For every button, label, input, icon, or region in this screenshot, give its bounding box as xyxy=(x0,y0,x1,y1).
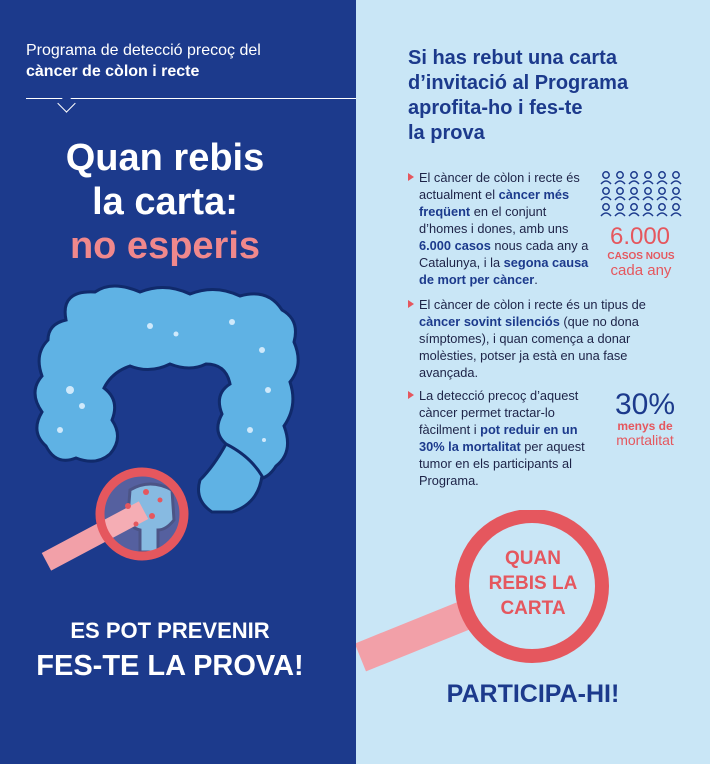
bullet-silent-cancer xyxy=(419,296,687,381)
stat-casos-label-b: cada any xyxy=(610,262,672,279)
right-title-line3: aprofita-ho i fes-te xyxy=(408,97,583,119)
right-title xyxy=(408,46,698,146)
right-title-line4: la prova xyxy=(408,122,485,144)
bullet2-text1: El càncer de còlon i recte és un tipus de xyxy=(419,297,646,312)
cta-prevenir: ES POT PREVENIR xyxy=(70,618,270,643)
bullet1-text1: El càncer de còlon i recte és actualment el xyxy=(419,170,580,202)
bullet-early-detection xyxy=(419,387,601,489)
stat-mortalitat-number: 30% xyxy=(614,388,676,421)
lens-line3: CARTA xyxy=(500,598,566,619)
bullet-triangle-icon xyxy=(408,173,414,181)
participa-footer: PARTICIPA-HI! xyxy=(446,680,620,708)
bullet-frequent-cancer xyxy=(419,169,597,288)
stat-casos-label-a: CASOS NOUS xyxy=(607,251,675,262)
program-title-line2: càncer de còlon i recte xyxy=(26,63,200,80)
stat-casos-number: 6.000 xyxy=(609,223,671,250)
right-title-line1: Si has rebut una carta xyxy=(408,47,617,69)
people-group-icon xyxy=(600,170,682,220)
bullet3-text2: per aquest tumor en els participants al Programa. xyxy=(419,439,585,488)
program-title xyxy=(26,40,346,82)
bullet-triangle-icon xyxy=(408,300,414,308)
bullet1-text3: nous cada any a Catalunya, i la xyxy=(419,238,589,270)
stat-mortalitat-label-b: mortalitat xyxy=(616,432,674,448)
bullet3-bold1: pot reduir en un 30% la mortalitat xyxy=(419,422,578,454)
bullet2-text2: (que no dona símptomes), i quan comença a donar molèsties, potser ja està en una fase avançada. xyxy=(419,314,639,380)
bullet1-text4: . xyxy=(534,272,538,287)
right-title-line2: d’invitació al Programa xyxy=(408,72,629,94)
bullet2-bold1: càncer sovint silenciós xyxy=(419,314,560,329)
bullet-triangle-icon xyxy=(408,391,414,399)
headline-line1: Quan rebis xyxy=(65,137,265,179)
lens-text xyxy=(458,546,608,621)
bullet1-bold3: segona causa de mort per càncer xyxy=(419,255,589,287)
headline xyxy=(0,136,330,268)
bullet1-bold1: càncer més freqüent xyxy=(419,187,570,219)
program-title-line1: Programa de detecció precoç del xyxy=(26,42,261,59)
magnifying-glass-icon xyxy=(42,472,184,571)
headline-line2: la carta: xyxy=(92,181,238,223)
bullet1-bold2: 6.000 casos xyxy=(419,238,491,253)
headline-line3: no esperis xyxy=(69,225,261,267)
cta-fes-te-la-prova: FES-TE LA PROVA! xyxy=(36,650,304,682)
lens-line1: QUAN xyxy=(505,548,561,569)
lens-line2: REBIS LA xyxy=(488,573,578,594)
colon-illustration xyxy=(0,280,356,610)
bullet1-text2: en el conjunt d’homes i dones, amb uns xyxy=(419,204,569,236)
bullet3-text1: La detecció precoç d’aquest càncer permet tractar-lo fàcilment i xyxy=(419,388,579,437)
divider-line xyxy=(26,98,356,99)
stat-mortalitat-label-a: menys de xyxy=(617,419,673,433)
